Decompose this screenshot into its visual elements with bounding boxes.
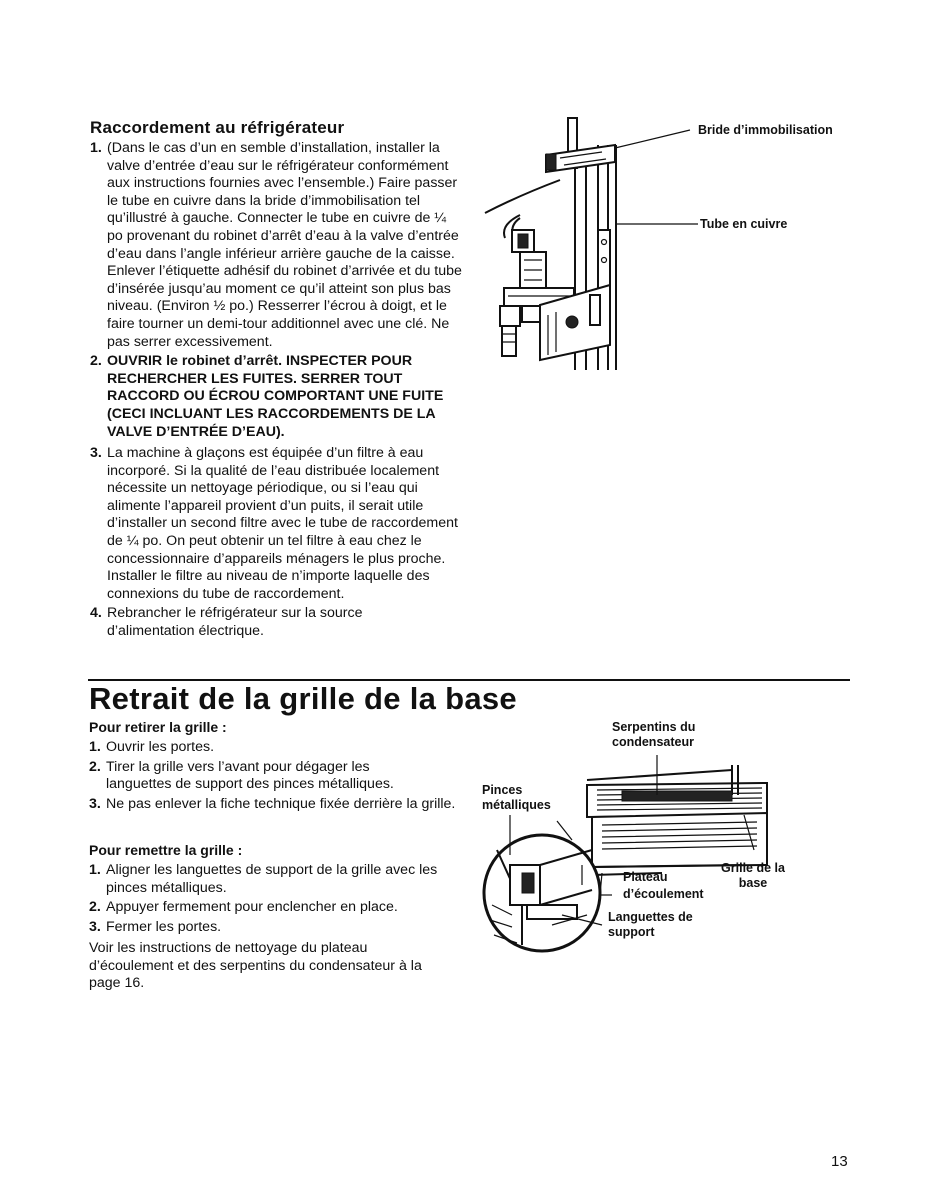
step-text: OUVRIR le robinet d’arrêt. INSPECTER POUR RECHERCHER LES FUITES. SERRER TOUT RACCORD OU ÉCROU COMPORTANT UNE FUITE (CECI INCLUANT LES RACCORDEMENTS DE LA VALVE D’ENTRÉE D’EAU). <box>107 353 444 440</box>
step-text: Ne pas enlever la fiche technique fixée derrière la grille. <box>106 795 456 812</box>
label-pinces: Pinces métalliques <box>482 783 551 812</box>
raccordement-steps <box>90 140 460 641</box>
list-item: 4. Rebrancher le réfrigérateur sur la source d’alimentation électrique. <box>90 605 363 640</box>
section-heading-raccordement: Raccordement au réfrigérateur <box>90 118 345 137</box>
list-item: 1. Ouvrir les portes. <box>89 739 215 755</box>
remove-steps <box>89 739 459 813</box>
label-bride: Bride d’immobilisation <box>698 123 833 137</box>
list-item: 1. (Dans le cas d’un en semble d’installation, installer la valve d’entrée d’eau sur le réfrigérateur conformément aux instructions fournies avec l’ensemble.) Faire passer le tube en cuivre dans la bride d’immobilisation tel qu’illustré à gauche. Connecter le tube en cuivre de ¼ po provenant du robinet d’arrêt d’eau à la valve d’entrée d’eau dans l’angle inférieur arrière gauche de la caisse. Enlever l’étiquette adhésif du robinet d’arrivée et du tube d’insérée jusqu’au moment ce qu’il atteint son plus bas niveau. (Environ ½ po.) Resserrer l’écrou à doigt, et le faire tourner un demi-tour additionnel avec une clé. Ne pas serrer excessivement. <box>90 140 462 350</box>
step-text: (Dans le cas d’un en semble d’installation, installer la valve d’entrée d’eau sur le réfrigérateur conformément aux instructions fournies avec l’ensemble.) Faire passer le tube en cuivre dans la bride d’immobilisation tel qu’illustré à gauche. Connecter le tube en cuivre de ¼ po provenant du robinet d’arrêt d’eau à la valve d’entrée d’eau dans l’angle inférieur arrière gauche de la caisse. Enlever l’étiquette adhésif du robinet d’arrivée et du tube d’insérée jusqu’au moment ce qu’il atteint son plus bas niveau. (Environ ½ po.) Resserrer l’écrou à doigt, et le faire tourner un demi-tour additionnel avec une clé. Ne pas serrer excessivement. <box>107 140 462 350</box>
list-item: 2. OUVRIR le robinet d’arrêt. INSPECTER POUR RECHERCHER LES FUITES. SERRER TOUT RACCORD OU ÉCROU COMPORTANT UNE FUITE (CECI INCLUANT LES RACCORDEMENTS DE LA VALVE D’ENTRÉE D’EAU). <box>90 353 444 440</box>
label-grille: Grille de la base <box>721 861 785 890</box>
page-number: 13 <box>831 1153 848 1170</box>
replace-steps <box>89 862 469 936</box>
step-text: Tirer la grille vers l’avant pour dégager les languettes de support des pinces métalliques. <box>106 758 394 793</box>
label-tube: Tube en cuivre <box>700 217 788 231</box>
replace-heading: Pour remettre la grille : <box>89 842 243 858</box>
list-item: 3. Fermer les portes. <box>89 918 222 935</box>
list-item: 2. Tirer la grille vers l’avant pour dégager les languettes de support des pinces métalliques. <box>89 758 394 793</box>
list-item: 3. Ne pas enlever la fiche technique fixée derrière la grille. <box>89 795 456 812</box>
water-valve-illustration <box>480 110 700 380</box>
step-text: Appuyer fermement pour enclencher en place. <box>106 899 398 916</box>
label-languettes: Languettes de support <box>608 910 693 939</box>
list-item: 2. Appuyer fermement pour enclencher en place. <box>89 899 398 916</box>
list-item: 1. Aligner les languettes de support de la grille avec les pinces métalliques. <box>89 862 438 896</box>
step-text: La machine à glaçons est équipée d’un filtre à eau incorporé. Si la qualité de l’eau distribuée localement nécessite un nettoyage périodique, ou si l’eau qui alimente l’appareil provient d’un puits, il serait utile d’installer un second filtre avec le tube de raccordement de ¼ po. On peut obtenir un tel filtre à eau chez le concessionnaire d’appareils ménagers le plus proche. Installer le filtre au niveau de n’importe laquelle des connexions du tube de raccordement. <box>107 445 458 602</box>
step-text: Rebrancher le réfrigérateur sur la source d’alimentation électrique. <box>107 605 363 640</box>
step-text: Ouvrir les portes. <box>106 739 215 755</box>
cleaning-note: Voir les instructions de nettoyage du plateau d’écoulement et des serpentins du condensateur à la page 16. <box>89 940 422 992</box>
page-title: Retrait de la grille de la base <box>89 681 517 716</box>
label-serpentins: Serpentins du condensateur <box>612 720 696 749</box>
step-text: Aligner les languettes de support de la grille avec les pinces métalliques. <box>106 862 438 896</box>
list-item: 3. La machine à glaçons est équipée d’un filtre à eau incorporé. Si la qualité de l’eau distribuée localement nécessite un nettoyage périodique, ou si l’eau qui alimente l’appareil provient d’un puits, il serait utile d’installer un second filtre avec le tube de raccordement de ¼ po. On peut obtenir un tel filtre à eau chez le concessionnaire d’appareils ménagers le plus proche. Installer le filtre au niveau de n’importe laquelle des connexions du tube de raccordement. <box>90 445 458 602</box>
step-text: Fermer les portes. <box>106 918 222 935</box>
label-plateau: Plateau d’écoulement <box>623 870 704 901</box>
remove-heading: Pour retirer la grille : <box>89 719 227 735</box>
